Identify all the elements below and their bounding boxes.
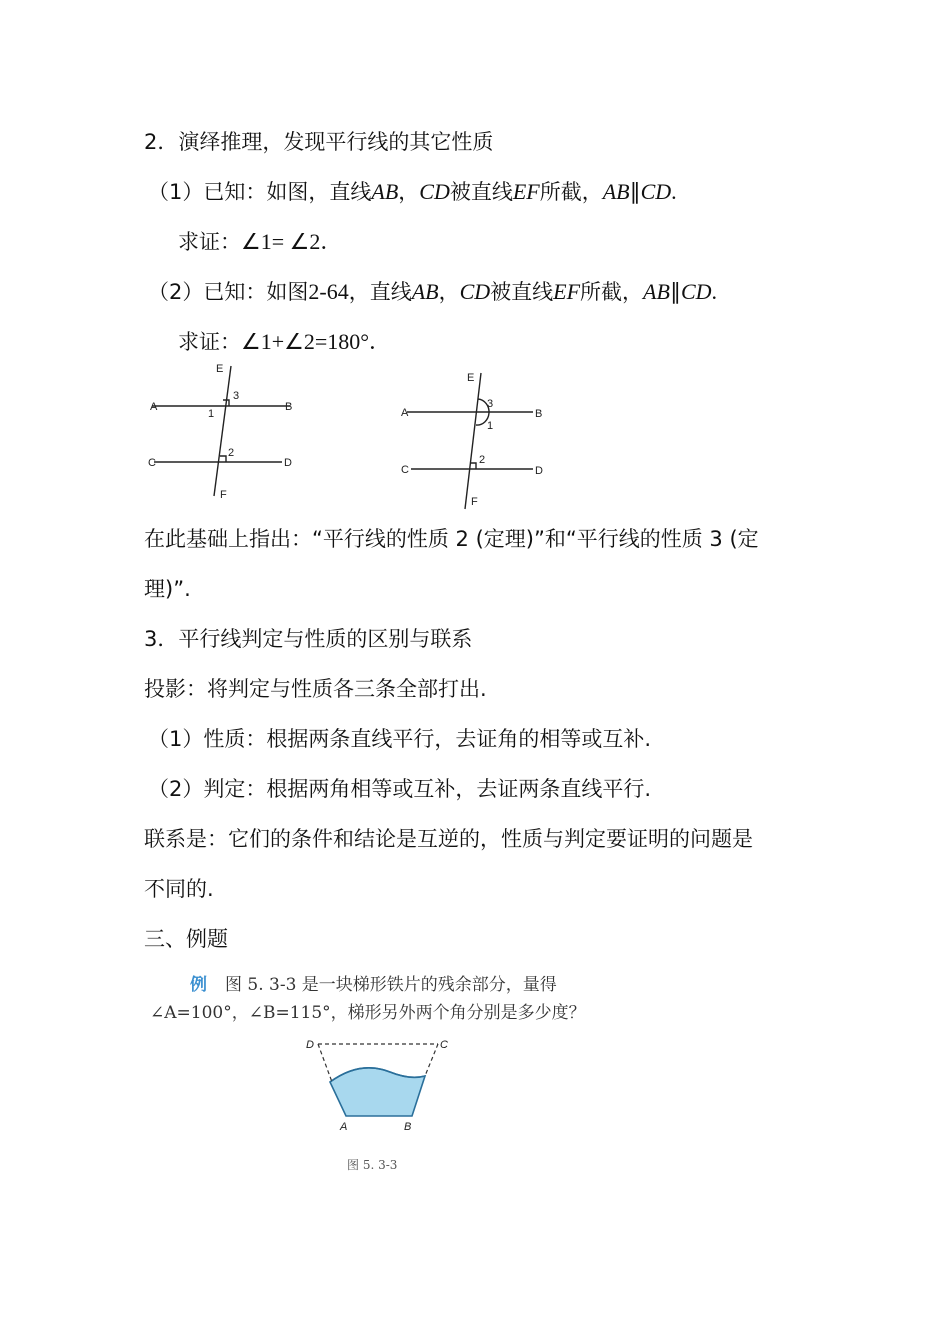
label-e: E bbox=[216, 363, 224, 375]
given-1-prefix: （1）已知：如图，直线 bbox=[148, 180, 372, 204]
line-cd-2: CD bbox=[680, 279, 712, 304]
item-criterion: （2）判定：根据两角相等或互补，去证两条直线平行. bbox=[148, 777, 652, 801]
example-label: 例 bbox=[190, 975, 207, 995]
figure-ref: 2-64 bbox=[308, 279, 349, 304]
example-line-2: ∠A=100°，∠B=115°，梯形另外两个角分别是多少度？ bbox=[150, 1003, 586, 1023]
prove-2-expr: ∠1+∠2=180°． bbox=[241, 329, 392, 354]
prove-1 bbox=[178, 228, 342, 256]
dashed-left-edge bbox=[318, 1044, 332, 1082]
line-cd: CD bbox=[459, 279, 491, 304]
line-ab: AB bbox=[371, 179, 399, 204]
line-ef-left bbox=[214, 366, 231, 496]
label-a: A bbox=[340, 1121, 348, 1133]
given-1-cut: 所截， bbox=[539, 180, 603, 204]
given-1 bbox=[148, 178, 677, 206]
label-c: C bbox=[148, 457, 156, 469]
given-2-mid: 被直线 bbox=[490, 280, 554, 304]
line-ab: AB bbox=[411, 279, 439, 304]
given-2-sep0: ，直线 bbox=[348, 280, 412, 304]
sep: ， bbox=[438, 280, 460, 304]
label-f: F bbox=[220, 489, 227, 501]
conclusion-line-1: 在此基础上指出：“平行线的性质 2 (定理)”和“平行线的性质 3 (定 bbox=[144, 527, 759, 551]
relation-line-2: 不同的. bbox=[144, 877, 214, 901]
label-2: 2 bbox=[479, 454, 486, 466]
line-cd: CD bbox=[419, 179, 450, 204]
examples-heading: 三、例题 bbox=[144, 927, 228, 951]
given-1-mid: 被直线 bbox=[449, 180, 513, 204]
label-3: 3 bbox=[233, 390, 240, 402]
label-f: F bbox=[471, 496, 478, 508]
period: . bbox=[671, 179, 677, 204]
period: . bbox=[711, 279, 717, 304]
figure-right bbox=[395, 365, 555, 515]
line-ab-2: AB bbox=[643, 279, 670, 304]
angle-mark-2 bbox=[220, 456, 226, 462]
label-e: E bbox=[467, 372, 475, 384]
line-ef: EF bbox=[553, 279, 581, 304]
line-cd-2: CD bbox=[640, 179, 672, 204]
prove-1-label: 求证： bbox=[178, 230, 241, 254]
label-1: 1 bbox=[487, 420, 494, 432]
label-d: D bbox=[306, 1039, 314, 1051]
label-2: 2 bbox=[228, 447, 235, 459]
prove-1-expr: ∠1= ∠2． bbox=[241, 229, 343, 254]
section-3-heading: 3．平行线判定与性质的区别与联系 bbox=[144, 627, 473, 651]
figure-caption: 图 5. 3-3 bbox=[347, 1158, 398, 1172]
label-b: B bbox=[535, 408, 543, 420]
line-ef-right bbox=[465, 373, 481, 509]
sep: ， bbox=[398, 180, 420, 204]
given-2-cut: 所截， bbox=[580, 280, 644, 304]
label-c: C bbox=[401, 464, 409, 476]
section-2-heading: 2．演绎推理，发现平行线的其它性质 bbox=[144, 130, 494, 154]
relation-line-1: 联系是：它们的条件和结论是互逆的，性质与判定要证明的问题是 bbox=[144, 827, 753, 851]
prove-2 bbox=[178, 328, 391, 356]
prove-2-label: 求证： bbox=[178, 330, 241, 354]
line-ef: EF bbox=[512, 179, 540, 204]
dashed-right-edge bbox=[425, 1044, 438, 1076]
iron-sheet-shape bbox=[330, 1068, 425, 1116]
figure-left bbox=[140, 360, 310, 505]
item-property: （1）性质：根据两条直线平行，去证角的相等或互补. bbox=[148, 727, 652, 751]
label-a: A bbox=[401, 407, 409, 419]
parallel-symbol: ∥ bbox=[629, 179, 641, 204]
label-b: B bbox=[404, 1121, 412, 1133]
label-d: D bbox=[535, 465, 543, 477]
label-1: 1 bbox=[208, 408, 215, 420]
example-line-1 bbox=[190, 970, 557, 995]
example-line-1-text: 图 5. 3-3 是一块梯形铁片的残余部分，量得 bbox=[225, 975, 557, 995]
label-a: A bbox=[150, 401, 158, 413]
given-2-prefix: （2）已知：如图 bbox=[148, 280, 309, 304]
given-2 bbox=[148, 278, 717, 306]
line-ab-2: AB bbox=[602, 179, 630, 204]
label-b: B bbox=[285, 401, 293, 413]
parallel-symbol: ∥ bbox=[669, 279, 681, 304]
label-d: D bbox=[284, 457, 292, 469]
label-3: 3 bbox=[487, 398, 494, 410]
conclusion-line-2: 理)”. bbox=[144, 577, 191, 601]
projection-text: 投影：将判定与性质各三条全部打出. bbox=[144, 677, 487, 701]
label-c: C bbox=[440, 1039, 448, 1051]
